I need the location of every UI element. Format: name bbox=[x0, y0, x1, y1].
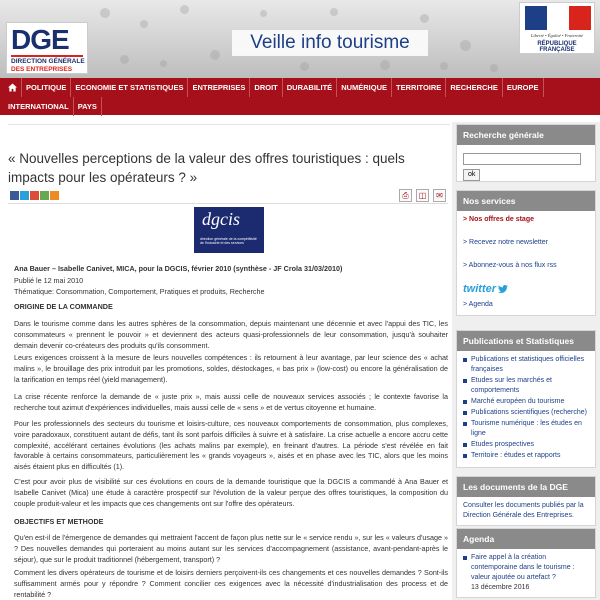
dgcis-logo-sub: direction générale de la compétitivité de l'industrie et des services bbox=[200, 237, 257, 245]
dge-logo-line1: DIRECTION GÉNÉRALE bbox=[11, 58, 85, 65]
nav-numerique[interactable]: NUMÉRIQUE bbox=[337, 78, 392, 97]
services-box-title: Nos services bbox=[457, 191, 595, 211]
article-title: « Nouvelles perceptions de la valeur des offres touristiques : quels impacts pour les opérateurs ? » bbox=[8, 151, 405, 185]
article-paragraph: Qu'en est-il de l'émergence de demandes qui mettraient l'accent de façon plus nette sur le « service rendu », sur les « valeurs d'usage » ? Des nouvelles demandes qui porteraient au moins autant sur les services d'accompagnement (assistance, avant-pendant-après le séjour), que sur le produit traditionnel (hébergement, transport) ? bbox=[14, 533, 448, 564]
sidebar bbox=[452, 122, 600, 600]
article-paragraph: La crise récente renforce la demande de « juste prix », mais aussi celle de nouveaux services associés ; le contexte favorise la recherche tout azimut d'expériences individuelles, mais aussi celle de « sens » et de vertus citoyenne et humaine. bbox=[14, 392, 448, 412]
search-ok-button[interactable]: ok bbox=[463, 169, 480, 181]
link-offres-stage[interactable]: > Nos offres de stage bbox=[463, 216, 534, 223]
publications-item-label: Tourisme numérique : les études en ligne bbox=[471, 420, 582, 437]
rf-name: RÉPUBLIQUE FRANÇAISE bbox=[537, 41, 577, 53]
article-author: Ana Bauer – Isabelle Canivet, MICA, pour la DGCIS, février 2010 (synthèse - JF Crola 31/03/2010) bbox=[14, 264, 343, 273]
publications-item[interactable] bbox=[463, 408, 589, 418]
bullet-icon bbox=[463, 411, 467, 415]
twitter-bird-icon bbox=[498, 285, 508, 293]
pdf-icon[interactable]: ◫ bbox=[416, 189, 429, 202]
bullet-icon bbox=[463, 556, 467, 560]
article-paragraph: Leurs exigences croissent à la mesure de leurs nouvelles compétences : ils retournent à leur avantage, par leur science des « achat malins », le brouillage des prix introduit par les promotions, soldes, déstockages, « bas prix » (low-cost) ou encore la généralisation de la tarification en temps réel (yield management). bbox=[14, 353, 448, 384]
site-header bbox=[0, 0, 600, 78]
nav-international[interactable]: INTERNATIONAL bbox=[4, 97, 74, 116]
bullet-icon bbox=[463, 443, 467, 447]
publications-item[interactable] bbox=[463, 355, 589, 375]
rf-motto: Liberté • Égalité • Fraternité bbox=[530, 33, 584, 38]
publications-item-label: Etudes sur les marchés et comportements bbox=[471, 377, 552, 394]
publications-item-label: Publications et statistiques officielles françaises bbox=[471, 356, 585, 373]
site-title[interactable]: Veille info tourisme bbox=[232, 30, 428, 56]
nav-territoire[interactable]: TERRITOIRE bbox=[392, 78, 446, 97]
bullet-icon bbox=[463, 379, 467, 383]
publications-item[interactable] bbox=[463, 397, 589, 407]
publications-item[interactable] bbox=[463, 376, 589, 396]
article-paragraph: Dans le tourisme comme dans les autres sphères de la consommation, depuis maintenant une décennie et avec l'appui des TIC, les consommateurs « prennent le pouvoir » et deviennent des acteurs quasi-professionnels de leur consommation, jusqu'à souhaiter demain devenir co-créateurs des produits qu'ils consomment. bbox=[14, 319, 448, 350]
twitter-icon[interactable] bbox=[20, 191, 29, 200]
nav-durabilite[interactable]: DURABILITÉ bbox=[283, 78, 337, 97]
dge-documents-box bbox=[456, 476, 596, 526]
bullet-icon bbox=[463, 358, 467, 362]
publications-item-label: Etudes prospectives bbox=[471, 441, 535, 448]
dgcis-logo bbox=[194, 207, 264, 253]
nav-home[interactable] bbox=[4, 78, 22, 97]
bullet-icon bbox=[463, 400, 467, 404]
nav-economie[interactable]: ECONOMIE ET STATISTIQUES bbox=[71, 78, 188, 97]
share-buttons bbox=[10, 191, 59, 200]
nav-politique[interactable]: POLITIQUE bbox=[22, 78, 71, 97]
home-icon bbox=[8, 83, 17, 92]
bullet-icon bbox=[463, 454, 467, 458]
twitter-link[interactable] bbox=[463, 284, 589, 294]
article-paragraph: Pour les professionnels des secteurs du tourisme et loisirs-culture, ces nouveaux comportements de consommation, plus complexes, voire paradoxaux, constituent autant de défis, tant ils sont parfois difficiles à suivre et à satisfaire. La crise actuelle a encore accru cette complexité, accélérant certaines évolutions (les achats malins par exemple), en freinant d'autres. La période s'est révélée en fait favorable à certains consommateurs, particulièrement les « grands voyageurs », aisés et en phase avec les TIC, alors que les moins aisés étaient plus en difficultés (1). bbox=[14, 419, 448, 472]
print-icon[interactable]: ⎙ bbox=[399, 189, 412, 202]
publications-item[interactable] bbox=[463, 440, 589, 450]
agenda-event-title: Faire appel à la création contemporaine dans le tourisme : valeur ajoutée ou artefact ? bbox=[471, 554, 575, 581]
dge-logo-mark: DGE bbox=[11, 24, 69, 55]
article-published: Publié le 12 mai 2010 bbox=[14, 276, 84, 285]
agenda-box-title: Agenda bbox=[457, 529, 595, 549]
nav-recherche[interactable]: RECHERCHE bbox=[446, 78, 503, 97]
services-box bbox=[456, 190, 596, 316]
search-box-title: Recherche générale bbox=[457, 125, 595, 145]
dge-logo[interactable] bbox=[6, 22, 88, 74]
publications-item-label: Publications scientifiques (recherche) bbox=[471, 409, 587, 416]
publications-item-label: Territoire : études et rapports bbox=[471, 452, 561, 459]
section-heading: ORIGINE DE LA COMMANDE bbox=[14, 302, 113, 311]
section-heading: OBJECTIFS ET METHODE bbox=[14, 517, 104, 526]
share-icon[interactable] bbox=[40, 191, 49, 200]
article-tools bbox=[399, 189, 446, 202]
publications-item[interactable] bbox=[463, 451, 589, 461]
french-flag-icon bbox=[525, 6, 591, 30]
twitter-label: twitter bbox=[463, 283, 496, 295]
nav-droit[interactable]: DROIT bbox=[250, 78, 282, 97]
agenda-item[interactable] bbox=[463, 553, 589, 593]
nav-europe[interactable]: EUROPE bbox=[503, 78, 544, 97]
article-content bbox=[8, 124, 450, 600]
publications-item-label: Marché européen du tourisme bbox=[471, 398, 565, 405]
link-newsletter[interactable]: > Recevez notre newsletter bbox=[463, 239, 549, 246]
facebook-icon[interactable] bbox=[10, 191, 19, 200]
dge-logo-line2: DES ENTREPRISES bbox=[11, 66, 73, 73]
dge-documents-title: Les documents de la DGE bbox=[457, 477, 595, 497]
add-icon[interactable] bbox=[50, 191, 59, 200]
main-nav bbox=[0, 78, 600, 115]
dge-logo-bar bbox=[11, 55, 83, 57]
email-icon[interactable]: ✉ bbox=[433, 189, 446, 202]
link-agenda[interactable]: > Agenda bbox=[463, 301, 493, 308]
nav-entreprises[interactable]: ENTREPRISES bbox=[188, 78, 250, 97]
agenda-event-date: 13 décembre 2016 bbox=[471, 584, 530, 591]
dgcis-logo-text: dgcis bbox=[202, 209, 240, 229]
bullet-icon bbox=[463, 422, 467, 426]
publications-box-title: Publications et Statistiques bbox=[457, 331, 595, 351]
agenda-box bbox=[456, 528, 596, 598]
nav-pays[interactable]: PAYS bbox=[74, 97, 102, 116]
article-theme: Thématique: Consommation, Comportement, Pratiques et produits, Recherche bbox=[14, 287, 265, 296]
article-paragraph: Comment les divers opérateurs de tourisme et de loisirs derniers perçoivent-ils ces changements et ces nouvelles demandes ? Sont-ils suffisamment armés pour y répondre ? Comment concilier ces exigences avec la nécessité d'industrialisation des process et de rentabilité ? bbox=[14, 568, 448, 599]
article-paragraph: C'est pour avoir plus de visibilité sur ces évolutions en cours de la demande touristique que la DGCIS a commandé à Ana Bauer et Isabelle Canivet (Mica) une étude à caractère prospectif sur l'évolution de la valeur perçue des offres touristiques, la composition du couple produit-valeur et les impacts que ces changements ont sur l'offre des opérateurs. bbox=[14, 477, 448, 508]
publications-item[interactable] bbox=[463, 419, 589, 439]
republique-francaise-logo bbox=[519, 2, 595, 54]
dge-documents-link[interactable]: Consulter les documents publiés par la Direction Générale des Entreprises. bbox=[463, 502, 584, 519]
search-input[interactable] bbox=[463, 153, 581, 165]
publications-box bbox=[456, 330, 596, 468]
divider bbox=[8, 203, 448, 204]
search-box bbox=[456, 124, 596, 182]
google-icon[interactable] bbox=[30, 191, 39, 200]
link-rss[interactable]: > Abonnez-vous à nos flux rss bbox=[463, 262, 557, 269]
